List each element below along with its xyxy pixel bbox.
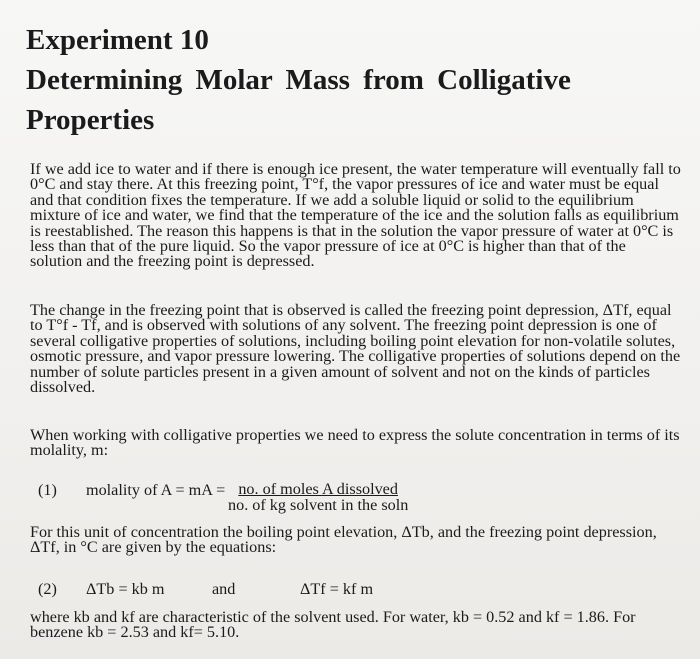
paragraph-molality: When working with colligative properties we need to express the solute concentration in terms of its molality, m: (30, 426, 680, 460)
title-line-2: Determining Molar Mass from Colligative (26, 64, 571, 96)
equation-1-number: (1) (38, 481, 57, 499)
equation-1-fraction (228, 481, 408, 513)
paragraph-equations-intro: For this unit of concentration the boiling point elevation, ΔTb, and the freezing point depression, ΔTf, in °C are given by the equations: (30, 523, 657, 557)
equation-2-freezing: ΔTf = kf m (300, 580, 374, 598)
equation-1-denominator: no. of kg solvent in the soln (228, 496, 409, 514)
paragraph-constants: where kb and kf are characteristic of the solvent used. For water, kb = 0.52 and kf = 1.86. For benzene kb = 2.53 and kf= 5.10. (30, 608, 636, 642)
paragraph-intro: If we add ice to water and if there is enough ice present, the water temperature will eventually fall to 0°C and stay there. At this freezing point, T°f, the vapor pressures of ice and water must be equal and that condition fixes the temperature. If we add a soluble liquid or solid to the equilibrium mixture of ice and water, we find that the temperature of the ice and the solution falls as equilibrium is reestablished. The reason this happens is that in the solution the vapor pressure of water at 0°C is less than that of the pure liquid. So the vapor pressure of ice at 0°C is higher than that of the solution and the freezing point is depressed. (30, 160, 681, 271)
equation-1-lhs: molality of A = mA = (86, 481, 226, 499)
equation-1 (38, 478, 678, 518)
title-line-3: Properties (26, 104, 155, 136)
equation-2-number: (2) (38, 580, 57, 598)
document-title (26, 20, 686, 140)
paragraph-freezing-point-depression: The change in the freezing point that is observed is called the freezing point depression, ΔTf, equal to T°f - Tf, and is observed with solutions of any solvent. The freezing point depression is one of several colligative properties of solutions, including boiling point elevation for non-volatile solutes, osmotic pressure, and vapor pressure lowering. The colligative properties of solutions depend on the number of solute particles present in a given amount of solvent and not on the kinds of particles dissolved. (30, 301, 681, 397)
title-line-1: Experiment 10 (26, 24, 209, 56)
equation-2-boiling: ΔTb = kb m (86, 580, 165, 598)
equation-1-numerator: no. of moles A dissolved (238, 480, 398, 498)
equation-2-and: and (212, 580, 236, 598)
